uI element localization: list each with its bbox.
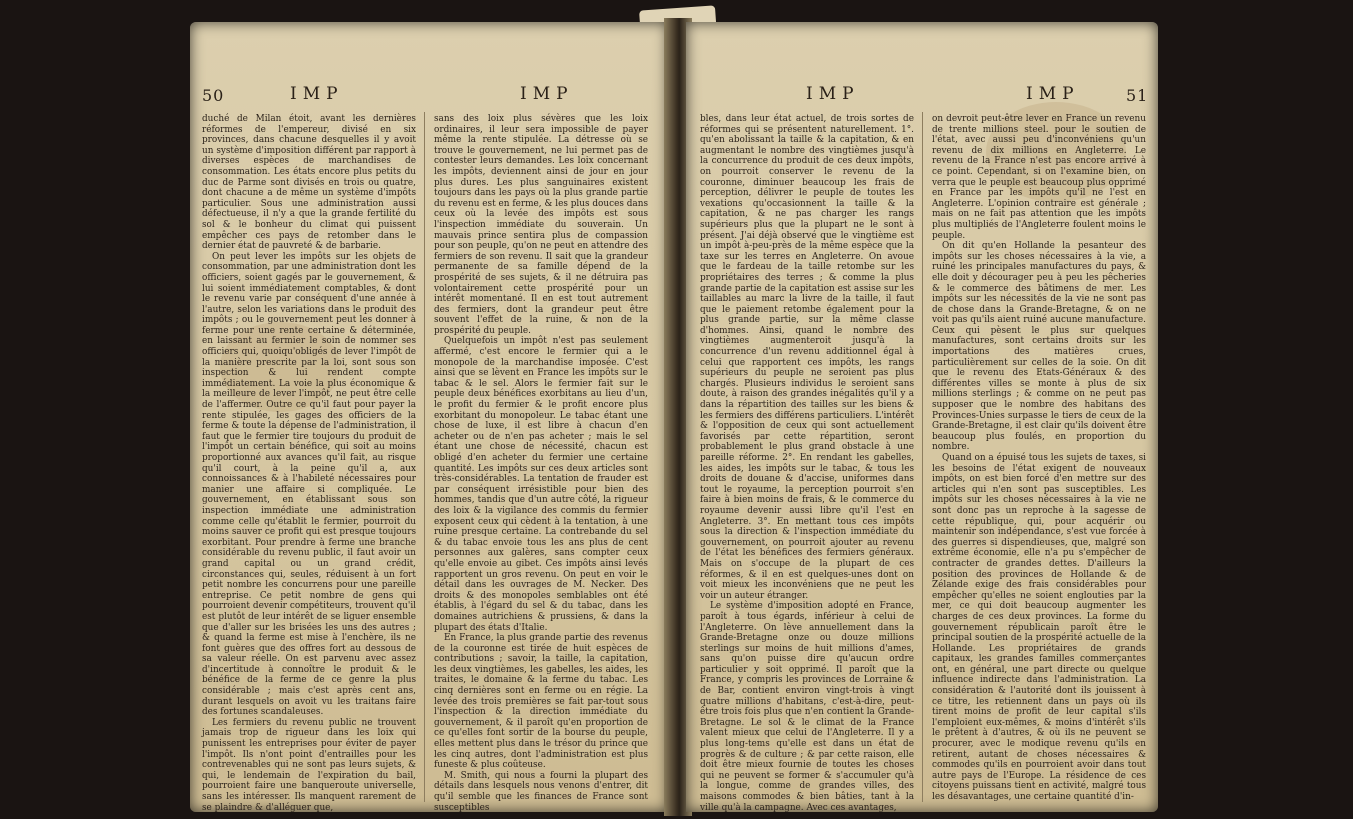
running-head-word: IMP <box>520 84 574 104</box>
text-column-2 <box>434 114 648 813</box>
paragraph: Les fermiers du revenu public ne trouvent jamais trop de rigueur dans les loix qui punissent les entreprises pour éviter de payer l'impôt. Ils n'ont point d'entrailles pour les contrevenables qui ne sont pas leurs sujets, & qui, le lendemain de l'expiration du bail, pourroient faire une banqueroute universelle, sans les intéresser. Ils manquent rarement de se plaindre & d'alléguer que, <box>202 717 416 813</box>
left-running-head <box>190 84 668 110</box>
paragraph: duché de Milan étoit, avant les dernières réformes de l'empereur, divisé en six provinces, dans chacune desquelles il y avoit un système d'imposition différent par rapport à diverses espèces de marchandises de consommation. Les états encore plus petits du duc de Parme sont divisés en trois ou quatre, dont chacune a de même un système d'impôts particulier. Sous une administration aussi défectueuse, il n'y a que la grande fertilité du sol & le bonheur du climat qui puissent empêcher ces pays de retomber dans le dernier état de pauvreté & de barbarie. <box>202 114 416 252</box>
paragraph: Quand on a épuisé tous les sujets de taxes, si les besoins de l'état exigent de nouveaux impôts, on est bien forcé d'en mettre sur des articles qui n'en sont pas susceptibles. Les impôts sur les choses nécessaires à la vie ne sont donc pas un reproche à la sagesse de cette république, qui, pour acquérir ou maintenir son indépendance, s'est vue forcée à des guerres si dispendieuses, que, malgré son extrême économie, elle n'a pu s'empêcher de contracter de grandes dettes. D'ailleurs la position des provinces de Hollande & de Zélande exige des frais considérables pour empêcher qu'elles ne soient englouties par la mer, ce qui doit beaucoup augmenter les charges de ces deux provinces. La forme du gouvernement républicain paroît être le principal soutien de la prospérité actuelle de la Hollande. Les propriétaires de grands capitaux, les grandes familles commerçantes ont, en général, une part directe ou quelque influence indirecte dans l'administration. La considération & l'autorité dont ils jouissent à ce titre, les retiennent dans un pays où ils tirent moins de profit de leur capital s'ils l'emploient eux-mêmes, & moins d'intérêt s'ils le prêtent à d'autres, & où ils ne peuvent se procurer, avec le modique revenu qu'ils en retirent, autant de choses nécessaires & commodes qu'ils en pourroient avoir dans tout autre pays de l'Europe. La résidence de ces citoyens puissans tient en activité, malgré tous les désavantages, une certaine quantité d'in- <box>932 453 1146 802</box>
page-number: 51 <box>1126 86 1149 105</box>
page-number: 50 <box>202 86 225 105</box>
paragraph: On dit qu'en Hollande la pesanteur des impôts sur les choses nécessaires à la vie, a ruiné les principales manufactures du pays, & elle doit y décourager peu à peu les pêcheries & le commerce des bâtimens de mer. Les impôts sur les nécessités de la vie ne sont pas de chose dans la Grande-Bretagne, & on ne voit pas qu'ils aient ruiné aucune manufacture. Ceux qui pèsent le plus sur quelques manufactures, sont certains droits sur les importations des matières crues, particulièrement sur celles de la soie. On dit que le revenu des Etats-Généraux & des différentes villes se monte à plus de six millions sterlings ; & comme on ne peut pas supposer que le nombre des habitans des Provinces-Unies surpasse le tiers de ceux de la Grande-Bretagne, il est clair qu'ils doivent être beaucoup plus foulés, en proportion du nombre. <box>932 241 1146 453</box>
paragraph: sans des loix plus sévères que les loix ordinaires, il leur sera impossible de payer même la rente stipulée. La détresse où se trouve le gouvernement, ne lui permet pas de contester leurs demandes. Les loix concernant les impôts, deviennent ainsi de jour en jour plus dures. Les plus sanguinaires existent toujours dans les pays où la plus grande partie du revenu est en ferme, & les plus douces dans ceux où la levée des impôts est sous l'inspection immédiate du souverain. Un mauvais prince sentira plus de compassion pour son peuple, qu'on ne peut en attendre des fermiers de son revenu. Il sait que la grandeur permanente de sa famille dépend de la prospérité de ses sujets, & il ne détruira pas volontairement cette prospérité pour un intérêt momentané. Il en est tout autrement des fermiers, dont la grandeur peut être souvent l'effet de la ruine, & non de la prospérité du peuple. <box>434 114 648 336</box>
paragraph: M. Smith, qui nous a fourni la plupart des détails dans lesquels nous venons d'entrer, dit qu'il semble que les finances de France sont susceptibles <box>434 770 648 813</box>
paragraph: On peut lever les impôts sur les objets de consommation, par une administration dont les officiers, soient gagés par le gouvernement, & lui soient immédiatement comptables, & dont le revenu varie par conséquent d'une année à l'autre, selon les variations dans le produit des impôts ; ou le gouvernement peut les donner à ferme pour une rente certaine & déterminée, en laissant au fermier le soin de nommer ses officiers qui, quoiqu'obligés de lever l'impôt de la manière prescrite par la loi, sont sous son inspection & lui rendent compte immédiatement. La voie la plus économique & la meilleure de lever l'impôt, ne peut être celle de l'affermer. Outre ce qu'il faut pour payer la rente stipulée, les gages des officiers de la ferme & toute la dépense de l'administration, il faut que le fermier tire toujours du produit de l'impôt un certain bénéfice, qui soit au moins proportionné aux avances qu'il fait, au risque qu'il court, à la peine qu'il a, aux connoissances & à l'habileté nécessaires pour manier une affaire si compliquée. Le gouvernement, en établissant sous son inspection immédiate une administration comme celle qu'établit le fermier, pourroit du moins sauver ce profit qui est presque toujours exorbitant. Pour prendre à ferme une branche considérable du revenu public, il faut avoir un grand capital ou un grand crédit, circonstances qui, seules, réduisent à un fort petit nombre les concurrens pour une pareille entreprise. Ce petit nombre de gens qui pourroient devenir compétiteurs, trouvent qu'il est plutôt de leur intérêt de se liguer ensemble que d'aller sur les brisées les uns des autres ; & quand la ferme est mise à l'enchère, ils ne font guères que des offres fort au dessous de sa valeur réelle. On est parvenu avec assez d'incertitude à connoître le produit & le bénéfice de la ferme de ce genre la plus considérable ; mais c'est après cent ans, durant lesquels on avoit vu les traitans faire des fortunes scandaleuses. <box>202 251 416 718</box>
right-running-head <box>686 84 1158 110</box>
paragraph: Le système d'imposition adopté en France, paroît à tous égards, inférieur à celui de l'Angleterre. On lève annuellement dans la Grande-Bretagne onze ou douze millions sterlings sur moins de huit millions d'ames, sans qu'on puisse dire qu'aucun ordre particulier y soit opprimé. Il paroît que la France, y compris les provinces de Lorraine & de Bar, contient environ vingt-trois à vingt quatre millions d'habitans, c'est-à-dire, peut-être trois fois plus que n'en contient la Grande-Bretagne. Le sol & le climat de la France valent mieux que celui de l'Angleterre. Il y a plus long-tems qu'elle est dans un état de progrès & de culture ; & par cette raison, elle doit être mieux fournie de toutes les choses qui ne peuvent se former & s'accumuler qu'à la longue, comme de grandes villes, des maisons commodes & bien bâties, tant à la ville qu'à la campagne. Avec ces avantages, <box>700 601 914 813</box>
running-head-word: IMP <box>1026 84 1080 104</box>
right-page <box>686 22 1158 812</box>
paragraph: bles, dans leur état actuel, de trois sortes de réformes qui se présentent naturellement. 1°. qu'en abolissant la taille & la capitation, & en augmentant le nombre des vingtièmes jusqu'à la concurrence du produit de ces deux impôts, on pourroit conserver le revenu de la couronne, diminuer beaucoup les frais de perception, délivrer le peuple de toutes les vexations qu'occasionnent la taille & la capitation, & ne pas charger les rangs supérieurs plus que la plupart ne le sont à présent. J'ai déjà observé que le vingtième est un impôt à-peu-près de la même espèce que la taxe sur les terres en Angleterre. On avoue que le fardeau de la taille retombe sur les propriétaires des terres ; & comme la plus grande partie de la capitation est assise sur les taillables au marc la livre de la taille, il faut que le paiement retombe également pour la plus grande partie, sur la même classe d'hommes. Ainsi, quand le nombre des vingtièmes augmenteroit jusqu'à la concurrence d'un revenu additionnel égal à celui que rapportent ces impôts, les rangs supérieurs du peuple ne seroient pas plus chargés. Plusieurs individus le seroient sans doute, à raison des grandes inégalités qu'il y a dans la répartition des tailles sur les biens & les fermiers des différens particuliers. L'intérêt & l'opposition de ceux qui sont actuellement favorisés par cette répartition, seront probablement le plus grand obstacle à une pareille réforme. 2°. En rendant les gabelles, les aides, les impôts sur le tabac, & tous les droits de douane & d'accise, uniformes dans tout le royaume, la perception pourroit s'en faire à bien moins de frais, & le commerce du royaume devenir aussi libre qu'il l'est en Angleterre. 3°. En mettant tous ces impôts sous la direction & l'inspection immédiate du gouvernement, on pourroit ajouter au revenu de l'état les bénéfices des fermiers généraux. Mais on s'occupe de la plupart de ces réformes, & il en est quelques-unes dont on voit mieux les inconvéniens que ne peut les voir un auteur étranger. <box>700 114 914 601</box>
running-head-word: IMP <box>290 84 344 104</box>
paragraph: on devroit peut-être lever en France un revenu de trente millions steel. pour le soutien de l'état, avec aussi peu d'inconvéniens qu'un revenu de dix millions en Angleterre. Le revenu de la France n'est pas encore arrivé à ce point. Cependant, si on l'examine bien, on verra que le peuple est beaucoup plus opprimé en France par les impôts qu'il ne l'est en Angleterre. L'opinion contraire est générale ; mais on ne fait pas attention que les impôts plus multipliés de l'Angleterre foulent moins le peuple. <box>932 114 1146 241</box>
text-column-1 <box>202 114 416 813</box>
text-column-2 <box>932 114 1146 802</box>
paragraph: Quelquefois un impôt n'est pas seulement affermé, c'est encore le fermier qui a le monopole de la marchandise imposée. C'est ainsi que se lèvent en France les impôts sur le tabac & le sel. Alors le fermier fait sur le peuple deux bénéfices exorbitans au lieu d'un, le profit du fermier & le profit encore plus exorbitant du monopoleur. Le tabac étant une chose de luxe, il est libre à chacun d'en acheter ou de n'en pas acheter ; mais le sel étant une chose de nécessité, chacun est obligé d'en acheter du fermier une certaine quantité. Les impôts sur ces deux articles sont très-considérables. La tentation de frauder est par conséquent irrésistible pour bien des hommes, tandis que d'un autre côté, la rigueur des loix & la vigilance des commis du fermier exposent ceux qui cèdent à la tentation, à une ruine presque certaine. La contrebande du sel & du tabac envoie tous les ans plus de cent personnes aux galères, sans compter ceux qu'elle envoie au gibet. Ces impôts ainsi levés rapportent un gros revenu. On peut en voir le détail dans les ouvrages de M. Necker. Des droits & des monopoles semblables ont été établis, à l'égard du sel & du tabac, dans les domaines autrichiens & prussiens, & dans la plupart des états d'Italie. <box>434 336 648 633</box>
left-page <box>190 22 668 812</box>
column-rule <box>424 112 425 802</box>
paragraph: En France, la plus grande partie des revenus de la couronne est tirée de huit espèces de contributions ; savoir, la taille, la capitation, les deux vingtièmes, les gabelles, les aides, les traites, le domaine & la ferme du tabac. Les cinq dernières sont en ferme ou en régie. La levée des trois premières se fait par-tout sous l'inspection & la direction immédiate du gouvernement, & il paroît qu'en proportion de ce qu'elles font sortir de la bourse du peuple, elles mettent plus dans le trésor du prince que les cinq autres, dont l'administration est plus funeste & plus coûteuse. <box>434 633 648 771</box>
text-column-1 <box>700 114 914 813</box>
column-rule <box>922 112 923 802</box>
running-head-word: IMP <box>806 84 860 104</box>
